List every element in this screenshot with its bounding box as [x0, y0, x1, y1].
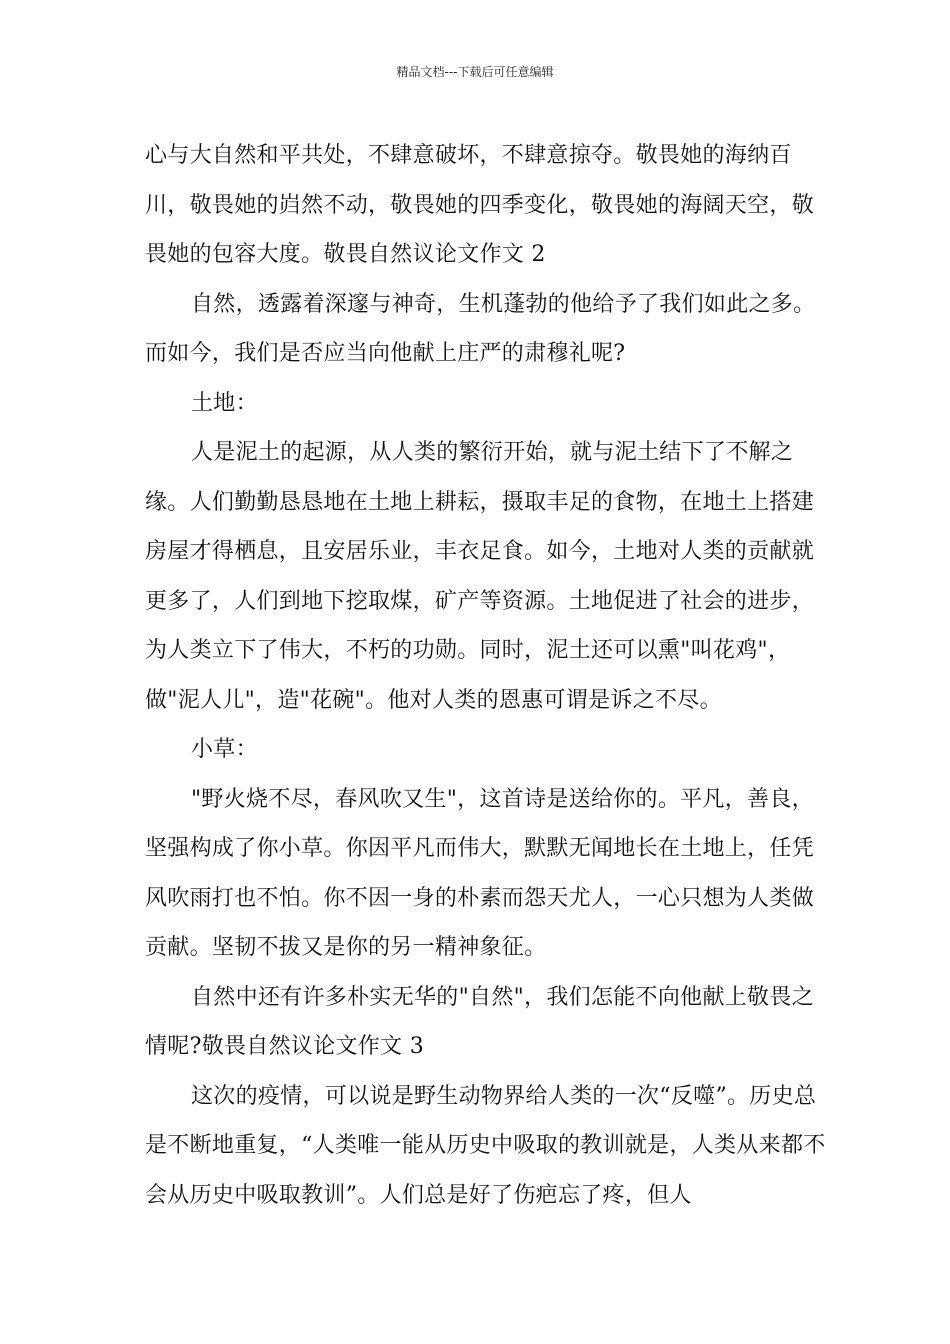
paragraph-5: 小草：: [191, 737, 258, 762]
paragraph-4: 人是泥土的起源，从人类的繁衍开始，就与泥土结下了不解之缘。人们勤勤恳恳地在土地上耕耘，摄取丰足的食物，在地土上搭建房屋才得栖息，且安居乐业，丰衣足食。如今，土地对人类的贡献就更多了，人们到地下挖取煤，矿产等资源。土地促进了社会的进步，为人类立下了伟大，不朽的功勋。同时，泥土还可以熏"叫花鸡"，做"泥人儿"，造"花碗"。他对人类的恩惠可谓是诉之不尽。: [145, 440, 815, 713]
paragraph-8: 这次的疫情，可以说是野生动物界给人类的一次“反噬”。历史总是不断地重复，“人类唯一能从历史中吸取的教训就是，人类从来都不会从历史中吸取教训”。人们总是好了伤疤忘了疼，但人: [145, 1083, 826, 1208]
page-header: 精品文档---下载后可任意编辑: [396, 65, 554, 79]
paragraph-1: 心与大自然和平共处，不肆意破坏，不肆意掠夺。敬畏她的海纳百川，敬畏她的岿然不动，敬畏她的四季变化，敬畏她的海阔天空，敬畏她的包容大度。敬畏自然议论文作文 2: [145, 143, 815, 267]
paragraph-3: 土地：: [191, 390, 258, 416]
document-body: [145, 131, 835, 1220]
paragraph-2: 自然，透露着深邃与神奇，生机蓬勃的他给予了我们如此之多。而如今，我们是否应当向他献上庄严的肃穆礼呢?: [145, 291, 816, 366]
paragraph-7: 自然中还有许多朴实无华的"自然"，我们怎能不向他献上敬畏之情呢?敬畏自然议论文作文 3: [145, 984, 814, 1059]
paragraph-6: "野火烧不尽，春风吹又生"，这首诗是送给你的。平凡，善良，坚强构成了你小草。你因平凡而伟大，默默无闻地长在土地上，任凭风吹雨打也不怕。你不因一身的朴素而怨天尤人，一心只想为人类做贡献。坚韧不拔又是你的另一精神象征。: [145, 786, 815, 960]
